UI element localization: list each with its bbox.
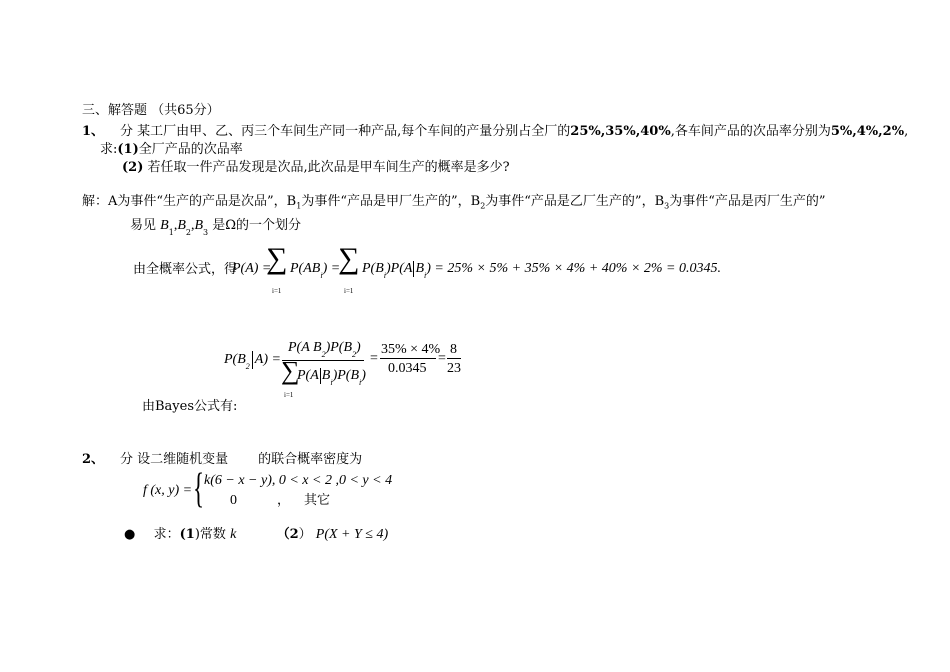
q1-ask-2: (2) 若任取一件产品发现是次品,此次品是甲车间生产的概率是多少? xyxy=(122,160,510,175)
bullet-icon: ● xyxy=(124,527,136,542)
total-prob-lhs: P(A) = xyxy=(232,261,272,276)
bayes-frac2-bar xyxy=(380,358,436,359)
bayes-frac2-den: 0.0345 xyxy=(388,361,427,376)
sum-limit-2: i=1 xyxy=(344,287,354,295)
q1-text-a: 某工厂由甲、乙、丙三个车间生产同一种产品,每个车间的产量分别占全厂的 xyxy=(137,124,571,139)
q1-number: 1、 xyxy=(82,124,105,139)
q1-defect-rates: 5%,4%,2% xyxy=(830,124,905,139)
q2-number: 2、 xyxy=(82,452,105,467)
total-prob-term2: $P(B_i)P(A$ $B_i) = 25\% \times 5\% + 35\% \times 4\% + 40\% \times 2\% = 0.0345$. xyxy=(362,261,721,281)
sum-symbol-1: ∑ xyxy=(266,242,288,275)
section-header: 三、解答题 （共65分） xyxy=(82,103,220,118)
q1-fen: 分 xyxy=(120,124,134,139)
bayes-frac3-den: 23 xyxy=(447,361,461,376)
bayes-denominator: P(A $B_i)P(B_i)$ xyxy=(297,368,366,388)
bayes-sum-limit: i=1 xyxy=(284,391,294,399)
sum-symbol-2: ∑ xyxy=(338,242,360,275)
q1-ask-1: 求:(1)全厂产品的次品率 xyxy=(100,142,243,157)
q1-text-c: , xyxy=(904,124,909,139)
density-lhs: f (x, y) = xyxy=(143,483,193,498)
bayes-label: 由Bayes公式有: xyxy=(142,399,238,414)
bayes-frac3-bar xyxy=(447,358,461,359)
bayes-lhs: $P(B_2$ A) = xyxy=(224,352,281,372)
bayes-eq-1: = xyxy=(370,351,378,366)
solution-events-line: 解：A为事件“生产的产品是次品”，$B_1$为事件“产品是甲厂生产的”，$B_2$为事件“产品是乙厂生产的”，$B_3$为事件“产品是丙厂生产的” xyxy=(82,194,826,211)
piecewise-brace: { xyxy=(193,466,205,512)
q1-text-b: ,各车间产品的次品率分别为 xyxy=(670,124,831,139)
q1-production-shares: 25%,35%,40% xyxy=(570,124,671,139)
total-prob-prefix: 由全概率公式，得 xyxy=(133,262,238,277)
partition-line: 易见 $B_1,B_2,B_3$ 是Ω的一个划分 xyxy=(130,218,302,237)
bayes-numerator: P(A $B_2)P(B_2)$ xyxy=(288,340,361,359)
q2-problem-line: 分 设二维随机变量 的联合概率密度为 xyxy=(120,452,363,467)
bayes-sum-symbol: ∑ xyxy=(281,356,300,385)
density-case-2: 0 ， 其它 xyxy=(230,493,331,508)
q1-problem-line xyxy=(120,124,908,140)
total-prob-term1: $P(AB_i)$ = xyxy=(290,261,341,280)
bayes-frac2-num: 35% × 4% xyxy=(381,342,441,357)
q2-ask-line: ● 求：(1)常数 k （2） P(X + Y ≤ 4) xyxy=(124,527,389,542)
density-case-1: k(6 − x − y), 0 < x < 2 ,0 < y < 4 xyxy=(204,473,393,488)
bayes-eq-2: = xyxy=(438,351,446,366)
sum-limit-1: i=1 xyxy=(272,287,282,295)
bayes-frac3-num: 8 xyxy=(450,342,457,357)
